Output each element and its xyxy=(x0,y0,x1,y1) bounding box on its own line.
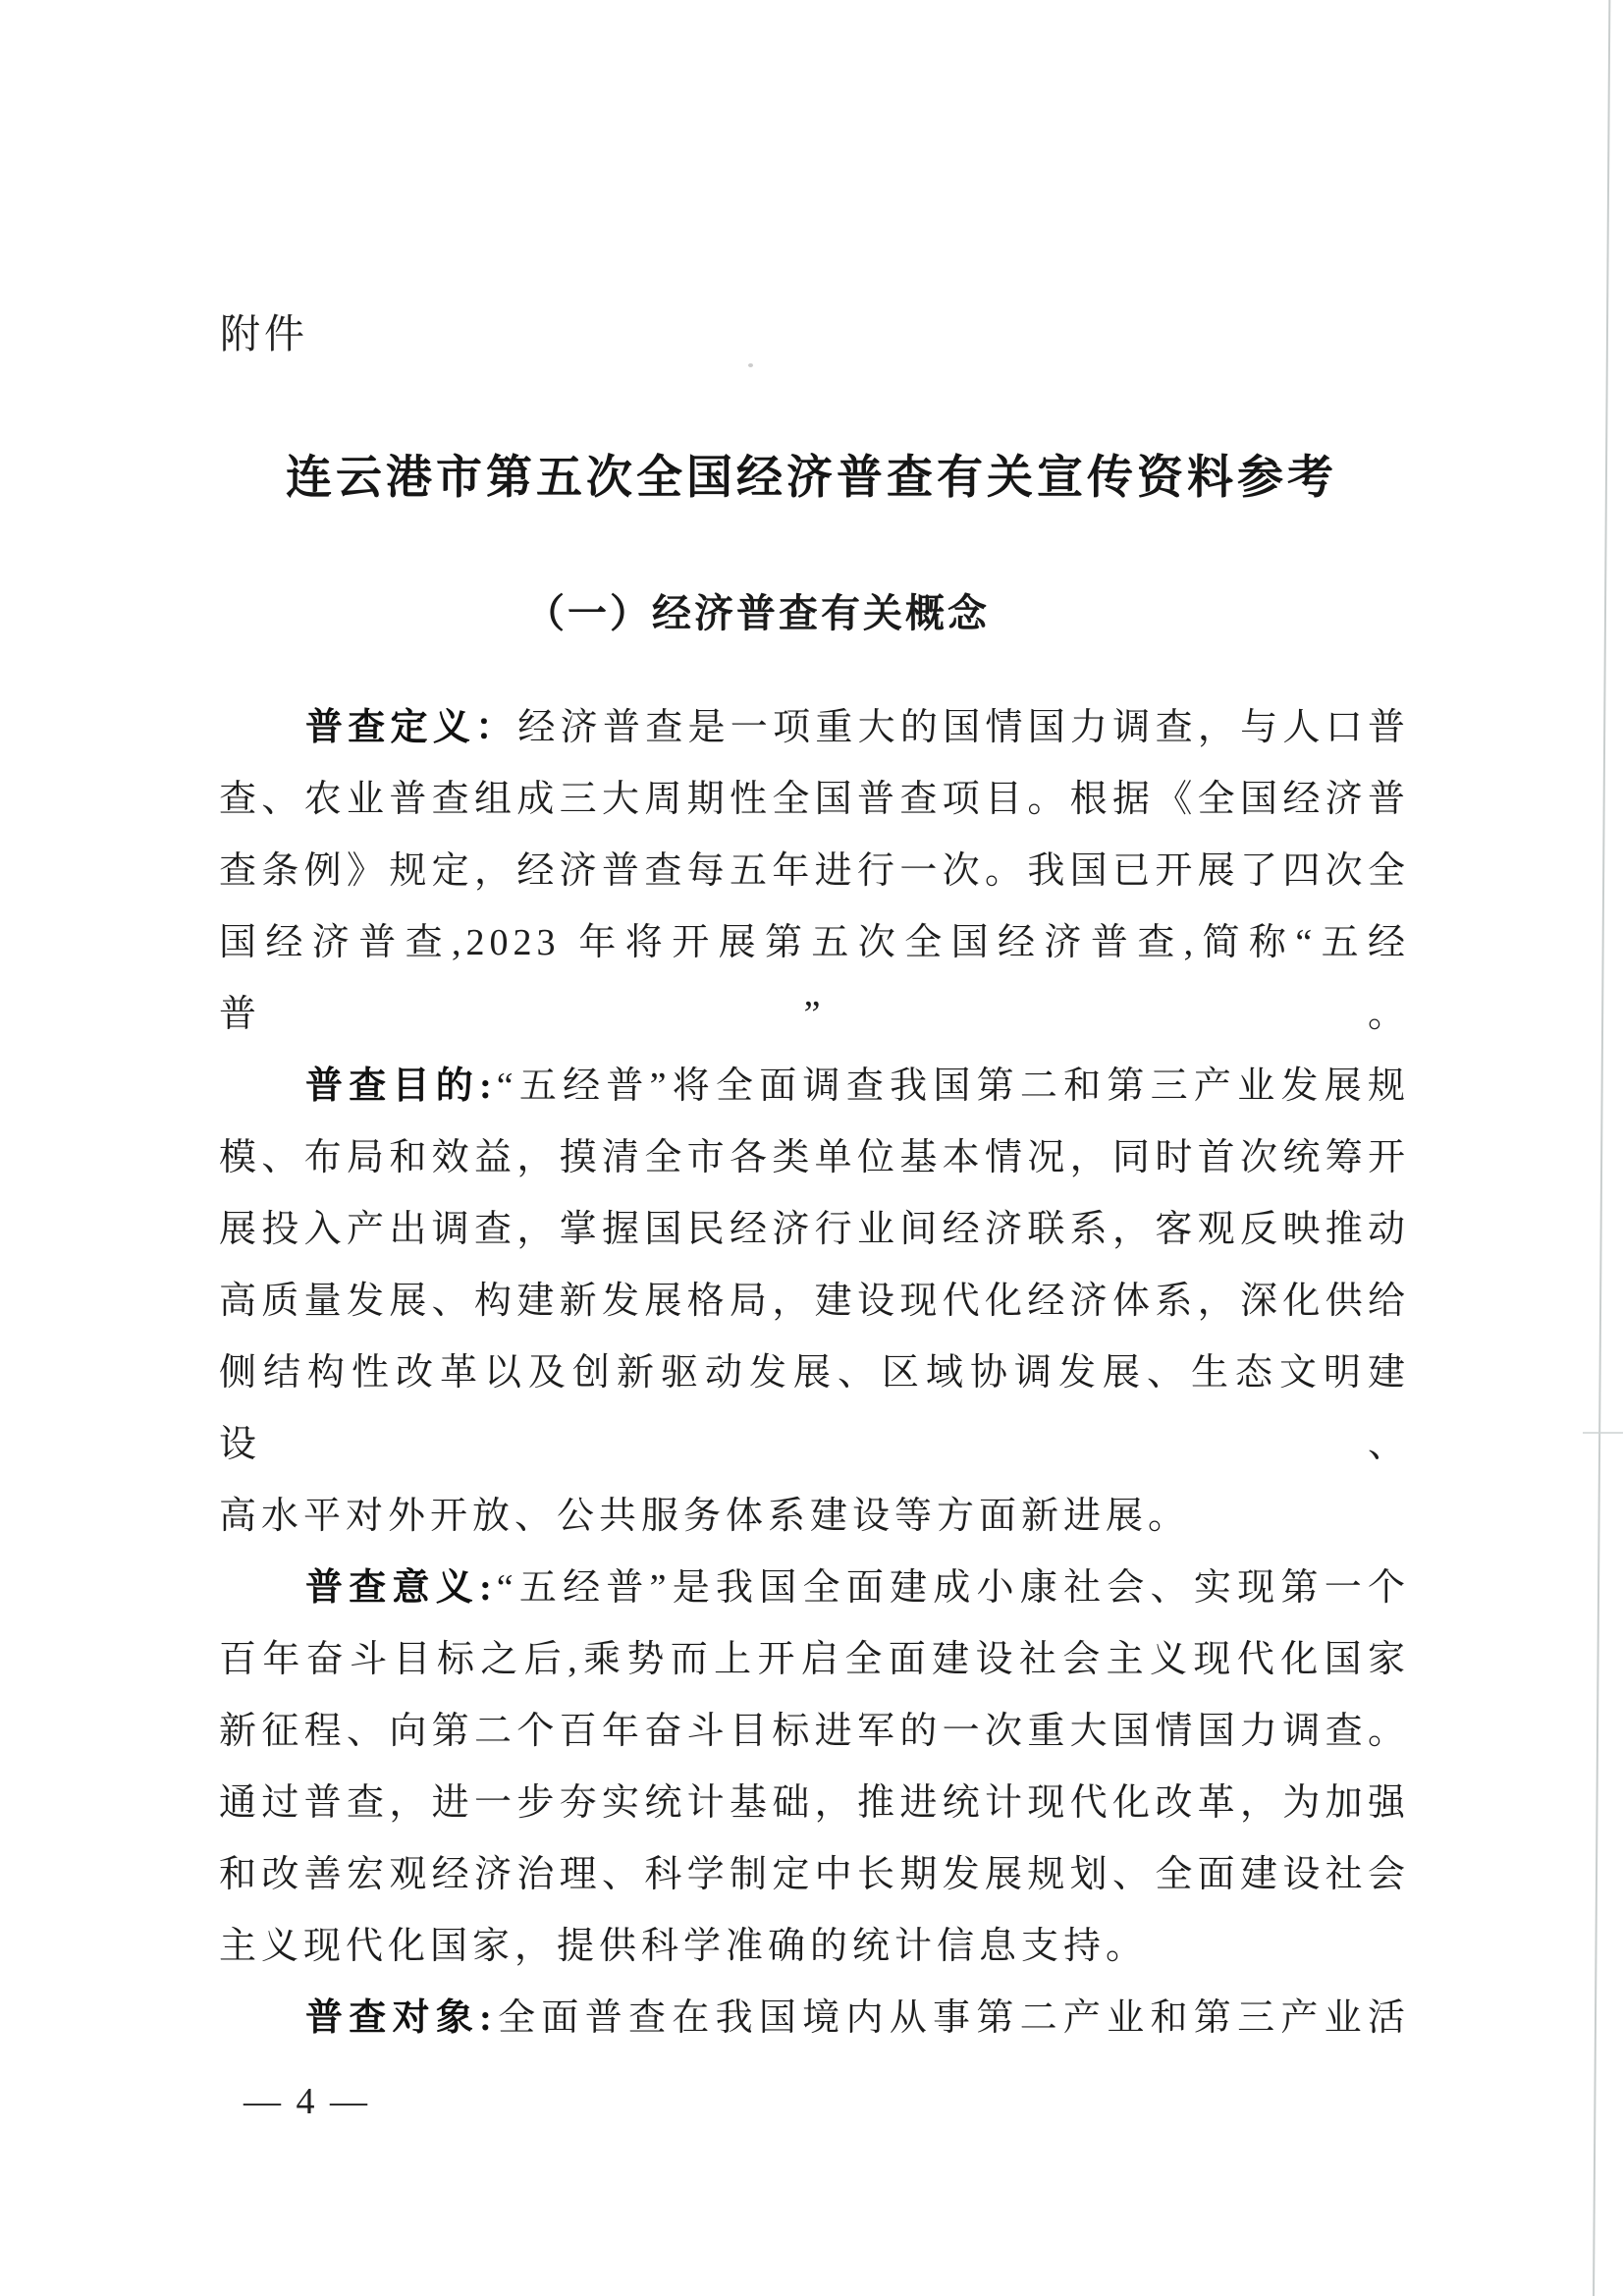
text-line: 查条例》规定，经济普查每五年进行一次。我国已开展了四次全 xyxy=(219,850,1410,892)
paragraph-label: 普查定义 xyxy=(305,707,476,748)
text-line: 查、农业普查组成三大周期性全国普查项目。根据《全国经济普 xyxy=(219,779,1410,820)
text-line: 新征程、向第二个百年奋斗目标进军的一次重大国情国力调查。 xyxy=(219,1711,1410,1752)
paragraph-label-separator: ： xyxy=(475,707,518,748)
page-number: — 4 — xyxy=(243,2081,370,2122)
paragraph-census-significance xyxy=(219,1553,1410,1983)
text-line: 展投入产出调查，掌握国民经济行业间经济联系，客观反映推动 xyxy=(219,1209,1410,1250)
text-line: 通过普查，进一步夯实统计基础，推进统计现代化改革，为加强 xyxy=(219,1782,1410,1824)
text-line xyxy=(219,1983,1410,2054)
scan-tick-artifact xyxy=(1583,1432,1623,1434)
text-line xyxy=(219,692,1410,764)
text-line xyxy=(219,1051,1410,1122)
paragraph-census-purpose xyxy=(219,1051,1410,1553)
text-line: 高质量发展、构建新发展格局，建设现代化经济体系，深化供给 xyxy=(219,1281,1410,1322)
paragraph-label-separator: : xyxy=(479,1567,497,1609)
document-title: 连云港市第五次全国经济普查有关宣传资料参考 xyxy=(286,453,1337,504)
text-line-content: 经济普查是一项重大的国情国力调查，与人口普 xyxy=(517,707,1410,748)
paragraph-census-subjects xyxy=(219,1983,1410,2054)
scan-speck-artifact xyxy=(748,363,753,367)
text-line: 模、布局和效益，摸清全市各类单位基本情况，同时首次统筹开 xyxy=(219,1137,1410,1178)
section-heading: （一）经济普查有关概念 xyxy=(525,592,990,635)
text-line-content: “五经普”是我国全面建成小康社会、实现第一个 xyxy=(496,1567,1410,1609)
text-line: 高水平对外开放、公共服务体系建设等方面新进展。 xyxy=(219,1496,1191,1537)
paragraph-label: 普查对象 xyxy=(305,1997,480,2039)
text-line-content: “五经普”将全面调查我国第二和第三产业发展规 xyxy=(496,1066,1410,1107)
paragraph-label-separator: : xyxy=(479,1066,497,1107)
text-line-content: 全面普查在我国境内从事第二产业和第三产业活 xyxy=(496,1997,1410,2039)
scan-edge-artifact-line xyxy=(1593,0,1610,2296)
text-line: 和改善宏观经济治理、科学制定中长期发展规划、全面建设社会 xyxy=(219,1854,1410,1895)
text-line: 百年奋斗目标之后,乘势而上开启全面建设社会主义现代化国家 xyxy=(219,1639,1410,1680)
attachment-label: 附件 xyxy=(220,311,308,356)
text-line: 国经济普查,2023 年将开展第五次全国经济普查,简称“五经普”。 xyxy=(219,922,1410,1035)
paragraph-label: 普查意义 xyxy=(305,1567,480,1609)
text-line xyxy=(219,1553,1410,1624)
paragraph-label-separator: : xyxy=(479,1997,497,2039)
text-line: 主义现代化国家，提供科学准确的统计信息支持。 xyxy=(219,1926,1149,1967)
document-body xyxy=(219,692,1410,2054)
text-line: 侧结构性改革以及创新驱动发展、区域协调发展、生态文明建设、 xyxy=(219,1352,1410,1465)
paragraph-label: 普查目的 xyxy=(305,1066,480,1107)
paragraph-census-definition xyxy=(219,692,1410,1051)
